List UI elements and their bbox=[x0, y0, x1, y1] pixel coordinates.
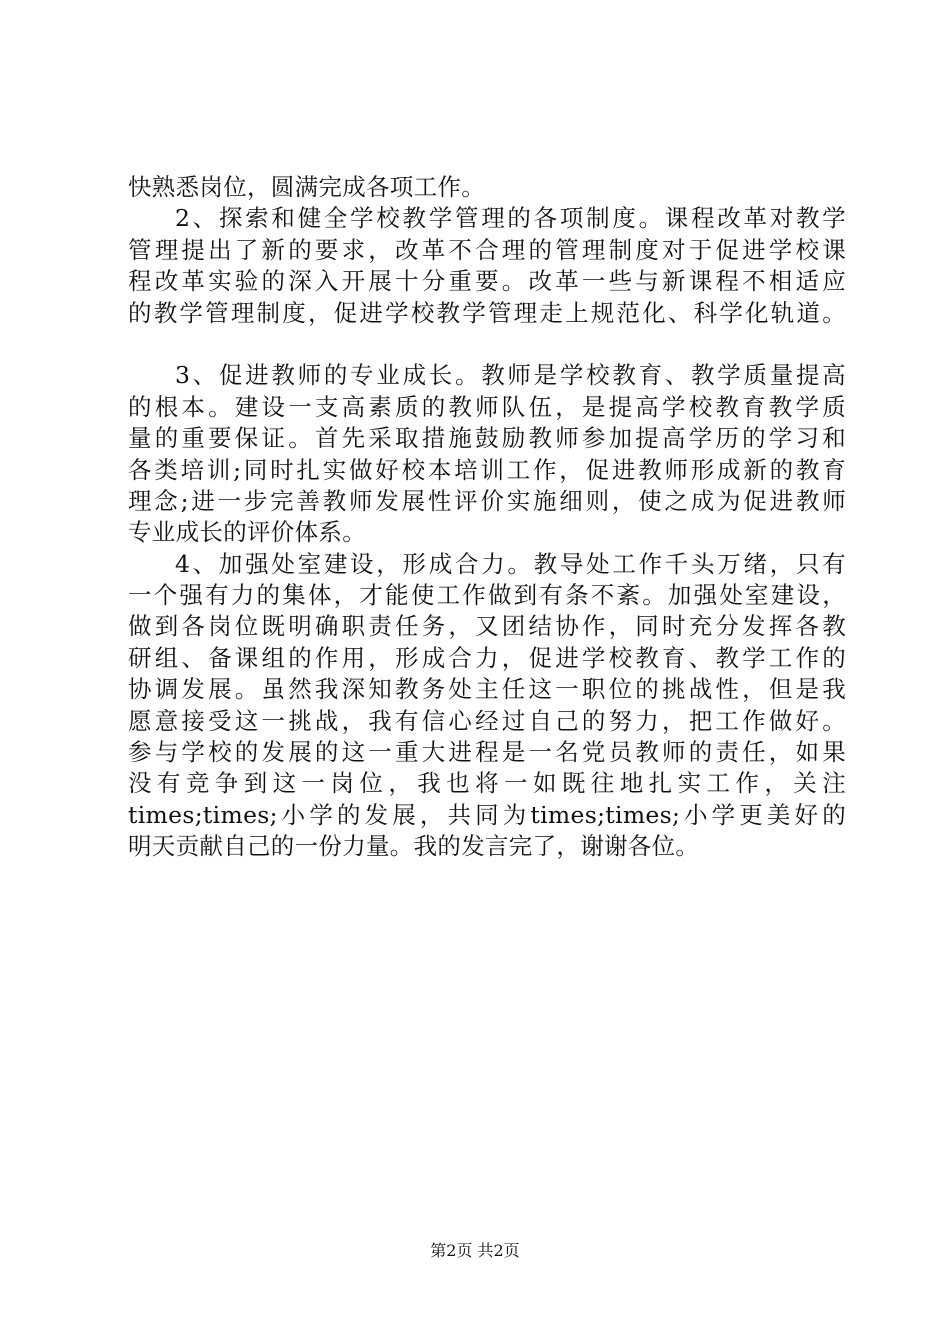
text-line: 3、促进教师的专业成长。教师是学校教育、教学质量提高 bbox=[175, 361, 846, 390]
text-line: 各类培训;同时扎实做好校本培训工作，促进教师形成新的教育 bbox=[128, 455, 846, 484]
text-line: 做到各岗位既明确职责任务，又团结协作，同时充分发挥各教 bbox=[128, 612, 846, 641]
text-line: 快熟悉岗位，圆满完成各项工作。 bbox=[128, 173, 485, 201]
text-line: 愿意接受这一挑战，我有信心经过自己的努力，把工作做好。 bbox=[128, 706, 846, 735]
text-line: 专业成长的评价体系。 bbox=[128, 518, 366, 547]
text-line: 明天贡献自己的一份力量。我的发言完了，谢谢各位。 bbox=[128, 832, 700, 861]
text-line: 的根本。建设一支高素质的教师队伍，是提高学校教育教学质 bbox=[128, 392, 846, 421]
document-body bbox=[128, 172, 846, 863]
text-line: 量的重要保证。首先采取措施鼓励教师参加提高学历的学习和 bbox=[128, 424, 846, 453]
text-line: times;times;小学的发展，共同为times;times;小学更美好的 bbox=[128, 800, 846, 829]
paragraph-gap bbox=[128, 329, 846, 360]
text-line: 程改革实验的深入开展十分重要。改革一些与新课程不相适应 bbox=[128, 267, 846, 296]
text-line: 一个强有力的集体，才能使工作做到有条不紊。加强处室建设， bbox=[128, 581, 846, 610]
text-line: 2、探索和健全学校教学管理的各项制度。课程改革对教学 bbox=[175, 204, 846, 233]
page-footer: 第2页 共2页 bbox=[430, 1241, 520, 1260]
text-line: 协调发展。虽然我深知教务处主任这一职位的挑战性，但是我 bbox=[128, 675, 846, 704]
text-line: 没有竞争到这一岗位，我也将一如既往地扎实工作，关注 bbox=[128, 769, 846, 798]
text-line: 的教学管理制度，促进学校教学管理走上规范化、科学化轨道。 bbox=[128, 298, 846, 327]
text-line: 理念;进一步完善教师发展性评价实施细则，使之成为促进教师 bbox=[128, 486, 846, 515]
text-line: 参与学校的发展的这一重大进程是一名党员教师的责任，如果 bbox=[128, 738, 846, 767]
text-line: 4、加强处室建设，形成合力。教导处工作千头万绪，只有 bbox=[175, 549, 846, 578]
text-line: 管理提出了新的要求，改革不合理的管理制度对于促进学校课 bbox=[128, 235, 846, 264]
text-line: 研组、备课组的作用，形成合力，促进学校教育、教学工作的 bbox=[128, 643, 846, 672]
